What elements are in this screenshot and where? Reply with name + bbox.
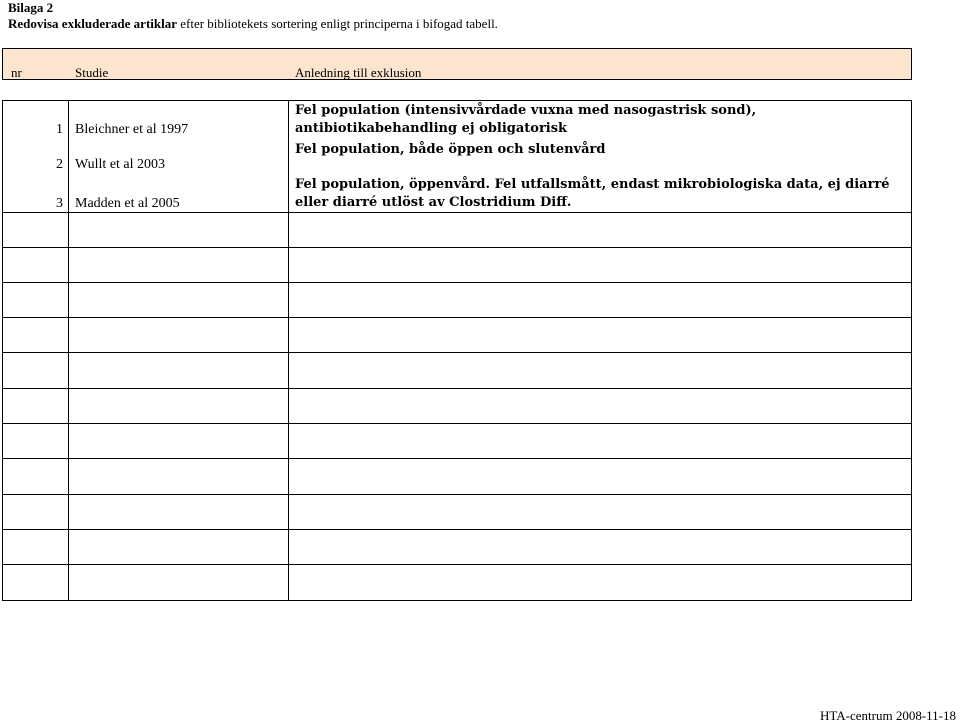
row-divider [3,564,912,565]
row-divider [3,423,912,424]
column-header-nr: nr [11,65,22,80]
document-heading [8,0,498,32]
appendix-subtitle [8,16,498,32]
study-name: Madden et al 2005 [75,196,180,211]
study-name: Bleichner et al 1997 [75,122,189,137]
row-number: 1 [56,122,63,137]
row-divider [3,494,912,495]
table-bottom-border [3,600,912,601]
column-divider [288,101,289,601]
table-header [2,48,912,80]
exclusion-reason: Fel population (intensivvårdade vuxna med nasogastrisk sond), antibiotikabehandling ej obligatorisk [295,103,757,136]
subtitle-bold: Redovisa exkluderade artiklar [8,16,177,31]
appendix-title: Bilaga 2 [8,0,54,15]
exclusion-reason: Fel population, både öppen och slutenvård [295,142,606,157]
row-divider [3,282,912,283]
row-divider [3,529,912,530]
row-number: 3 [56,196,63,211]
row-divider [3,352,912,353]
subtitle-rest: efter bibliotekets sortering enligt principerna i bifogad tabell. [177,16,498,31]
exclusion-table [2,100,912,601]
row-number: 2 [56,157,63,172]
row-divider [3,458,912,459]
row-divider [3,212,912,213]
column-header-study: Studie [75,65,109,80]
row-divider [3,317,912,318]
row-divider [3,247,912,248]
column-divider [68,101,69,601]
exclusion-reason: Fel population, öppenvård. Fel utfallsmått, endast mikrobiologiska data, ej diarré eller diarré utlöst av Clostridium Diff. [295,177,890,210]
row-divider [3,388,912,389]
study-name: Wullt et al 2003 [75,157,166,172]
table-right-border [911,101,912,601]
column-header-reason: Anledning till exklusion [295,65,422,80]
footer-stamp: HTA-centrum 2008-11-18 [819,708,956,723]
